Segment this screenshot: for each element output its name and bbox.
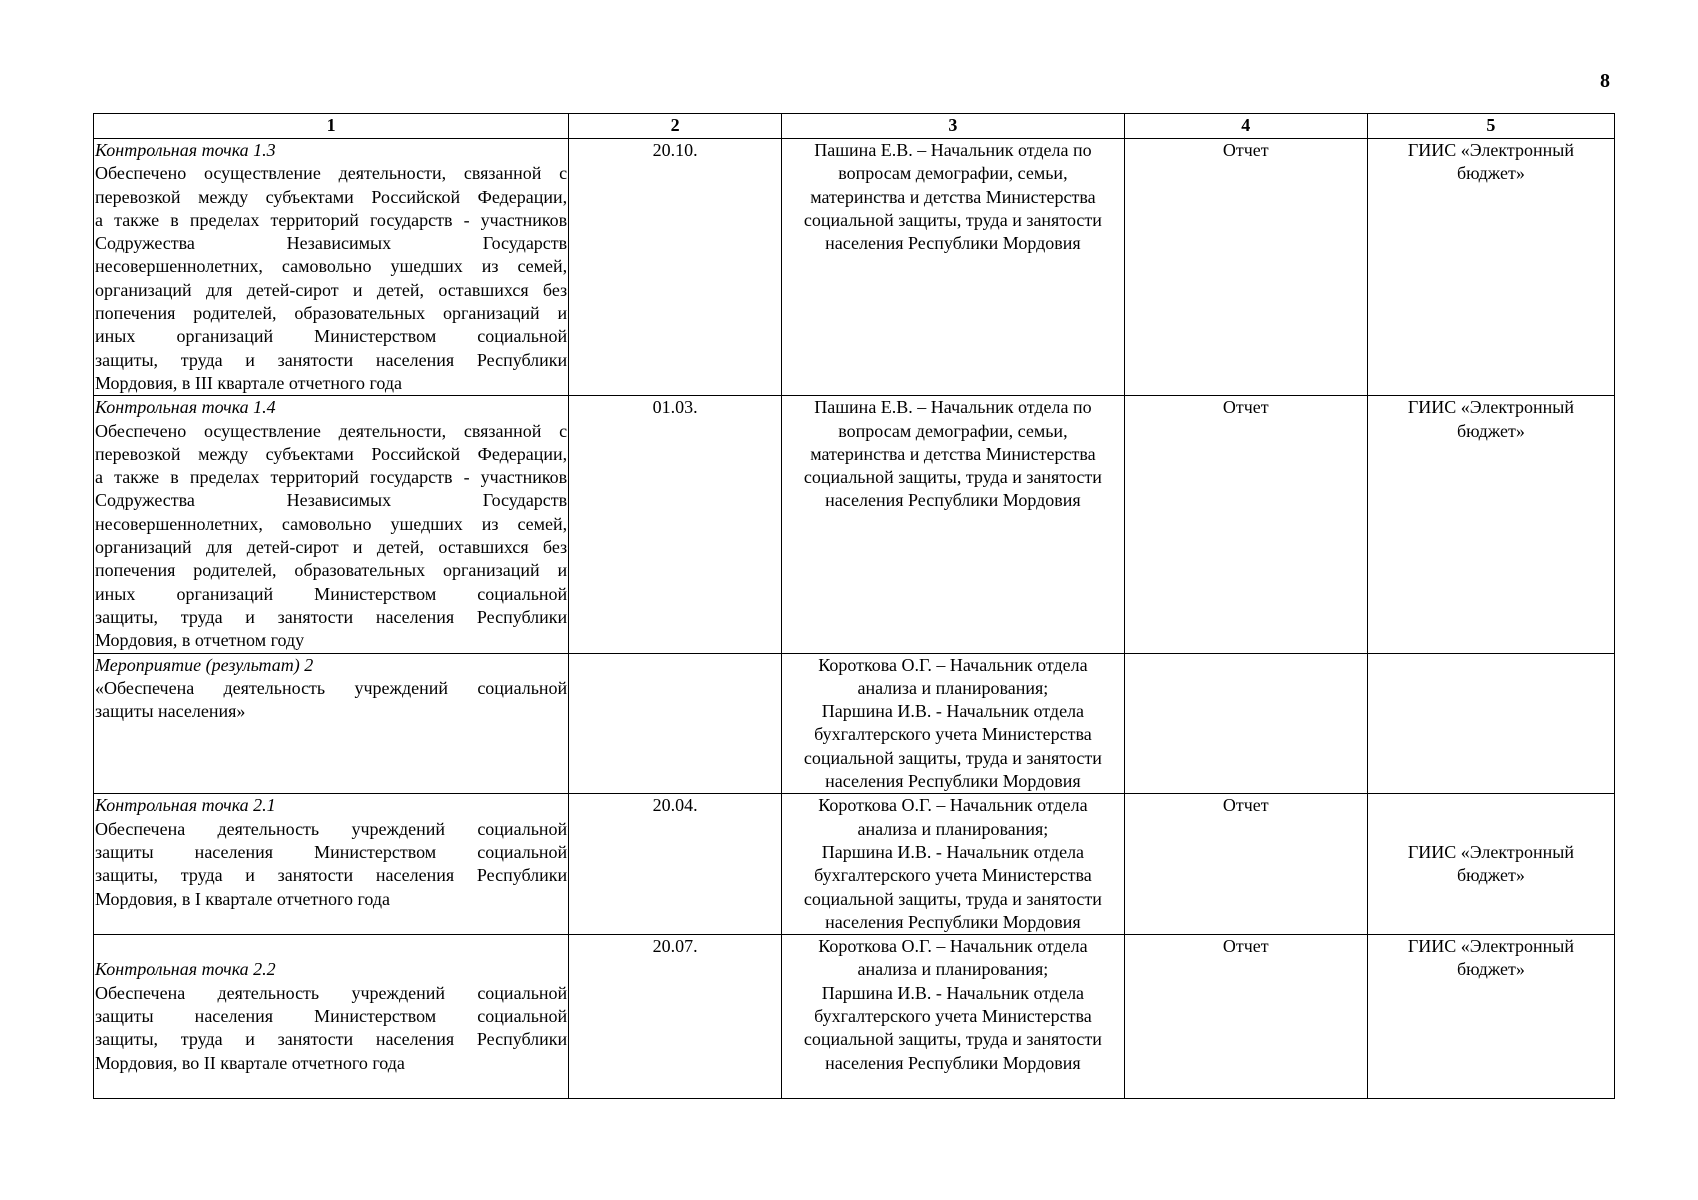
desc-line: защиты, труда и занятости населения Республики <box>95 606 568 627</box>
responsible-line: бухгалтерского учета Министерства <box>814 865 1092 886</box>
desc-line: «Обеспечена деятельность учреждений социальной <box>95 677 568 698</box>
row-result <box>1124 653 1367 794</box>
desc-line: Содружества Независимых Государств <box>95 490 568 511</box>
desc-line: Обеспечена деятельность учреждений социальной <box>95 982 568 1003</box>
desc-line: организаций для детей-сирот и детей, оставшихся без <box>95 279 568 300</box>
row-date: 20.10. <box>569 139 782 396</box>
desc-line: попечения родителей, образовательных организаций и <box>95 303 568 324</box>
responsible-line: Пашина Е.В. – Начальник отдела по <box>814 140 1092 160</box>
responsible-line: Короткова О.Г. – Начальник отдела <box>818 654 1088 675</box>
desc-line: организаций для детей-сирот и детей, оставшихся без <box>95 537 568 558</box>
header-col-4: 4 <box>1124 114 1367 139</box>
responsible-line: бухгалтерского учета Министерства <box>814 1005 1092 1026</box>
responsible-line: населения Республики Мордовия <box>825 233 1081 254</box>
desc-line: несовершеннолетних, самовольно ушедших из семей, <box>95 256 568 277</box>
plan-table <box>93 113 1615 1099</box>
table-row <box>94 139 1615 396</box>
responsible-line: населения Республики Мордовия <box>825 490 1081 511</box>
responsible-line: населения Республики Мордовия <box>825 771 1081 792</box>
desc-line: иных организаций Министерством социальной <box>95 326 568 347</box>
desc-line: Мордовия, во II квартале отчетного года <box>95 1052 405 1073</box>
row-date: 01.03. <box>569 396 782 653</box>
row-system-cell <box>1367 396 1614 653</box>
desc-line: защиты населения» <box>95 701 246 722</box>
row-date <box>569 653 782 794</box>
responsible-line: социальной защиты, труда и занятости <box>803 209 1102 230</box>
system-line: бюджет» <box>1456 420 1525 441</box>
desc-line: несовершеннолетних, самовольно ушедших из семей, <box>95 513 568 534</box>
row-result: Отчет <box>1124 794 1367 935</box>
row-responsible-cell <box>782 794 1125 935</box>
row-description-cell <box>94 139 569 396</box>
desc-line: Обеспечено осуществление деятельности, связанной с <box>95 163 568 184</box>
desc-line: защиты, труда и занятости населения Республики <box>95 865 568 886</box>
row-title: Мероприятие (результат) 2 <box>95 654 314 675</box>
responsible-line: социальной защиты, труда и занятости <box>803 1029 1102 1050</box>
row-responsible-cell <box>782 139 1125 396</box>
desc-line: Мордовия, в III квартале отчетного года <box>95 372 403 393</box>
responsible-line: вопросам демографии, семьи, <box>838 163 1068 184</box>
responsible-line: анализа и планирования; <box>857 677 1049 698</box>
responsible-line: бухгалтерского учета Министерства <box>814 724 1092 745</box>
desc-line: Обеспечена деятельность учреждений социальной <box>95 818 568 839</box>
responsible-line: населения Республики Мордовия <box>825 1052 1081 1073</box>
header-col-5: 5 <box>1367 114 1614 139</box>
responsible-line: социальной защиты, труда и занятости <box>803 888 1102 909</box>
desc-line: а также в пределах территорий государств - участников <box>95 209 568 230</box>
row-result: Отчет <box>1124 396 1367 653</box>
page-number: 8 <box>1600 70 1610 92</box>
desc-line: защиты, труда и занятости населения Республики <box>95 1029 568 1050</box>
row-responsible-cell <box>782 935 1125 1099</box>
desc-line: Мордовия, в отчетном году <box>95 630 305 651</box>
desc-line: перевозкой между субъектами Российской Федерации, <box>95 186 568 207</box>
desc-line: защиты населения Министерством социальной <box>95 1005 568 1026</box>
desc-line: Обеспечено осуществление деятельности, связанной с <box>95 420 568 441</box>
row-system-cell <box>1367 653 1614 794</box>
system-line: ГИИС «Электронный <box>1407 936 1574 957</box>
desc-line: иных организаций Министерством социальной <box>95 583 568 604</box>
table-row <box>94 935 1615 1099</box>
system-line: ГИИС «Электронный <box>1407 140 1574 160</box>
desc-line: попечения родителей, образовательных организаций и <box>95 560 568 581</box>
header-row <box>94 114 1615 139</box>
row-title: Контрольная точка 2.1 <box>95 795 276 816</box>
row-system-cell <box>1367 794 1614 935</box>
system-line: ГИИС «Электронный <box>1407 397 1574 418</box>
responsible-line: вопросам демографии, семьи, <box>838 420 1068 441</box>
row-responsible-cell <box>782 653 1125 794</box>
responsible-line: Пашина Е.В. – Начальник отдела по <box>814 397 1092 418</box>
desc-line: перевозкой между субъектами Российской Федерации, <box>95 443 568 464</box>
system-line: бюджет» <box>1456 865 1525 886</box>
system-line: ГИИС «Электронный <box>1407 841 1574 862</box>
row-responsible-cell <box>782 396 1125 653</box>
responsible-line: социальной защиты, труда и занятости <box>803 467 1102 488</box>
responsible-line: материнства и детства Министерства <box>810 186 1096 207</box>
row-description-cell <box>94 794 569 935</box>
header-col-3: 3 <box>782 114 1125 139</box>
row-description-cell <box>94 653 569 794</box>
header-col-1: 1 <box>94 114 569 139</box>
row-title: Контрольная точка 1.4 <box>95 397 276 418</box>
row-result: Отчет <box>1124 935 1367 1099</box>
desc-line: а также в пределах территорий государств - участников <box>95 467 568 488</box>
header-col-2: 2 <box>569 114 782 139</box>
row-description-cell <box>94 935 569 1099</box>
system-line: бюджет» <box>1456 959 1525 980</box>
row-system-cell <box>1367 139 1614 396</box>
row-title: Контрольная точка 1.3 <box>95 140 276 160</box>
desc-line: Содружества Независимых Государств <box>95 233 568 254</box>
table-row <box>94 653 1615 794</box>
responsible-line: социальной защиты, труда и занятости <box>803 747 1102 768</box>
responsible-line: Паршина И.В. - Начальник отдела <box>821 701 1085 722</box>
system-line: бюджет» <box>1456 163 1525 184</box>
responsible-line: населения Республики Мордовия <box>825 911 1081 932</box>
row-result: Отчет <box>1124 139 1367 396</box>
row-description-cell <box>94 396 569 653</box>
desc-line: Мордовия, в I квартале отчетного года <box>95 888 391 909</box>
row-date: 20.04. <box>569 794 782 935</box>
desc-line: защиты населения Министерством социальной <box>95 841 568 862</box>
row-system-cell <box>1367 935 1614 1099</box>
row-date: 20.07. <box>569 935 782 1099</box>
responsible-line: материнства и детства Министерства <box>810 443 1096 464</box>
desc-line: защиты, труда и занятости населения Республики <box>95 349 568 370</box>
table-row <box>94 396 1615 653</box>
responsible-line: Короткова О.Г. – Начальник отдела <box>818 795 1088 816</box>
responsible-line: Паршина И.В. - Начальник отдела <box>821 982 1085 1003</box>
responsible-line: анализа и планирования; <box>857 818 1049 839</box>
row-title: Контрольная точка 2.2 <box>95 959 276 980</box>
responsible-line: Паршина И.В. - Начальник отдела <box>821 841 1085 862</box>
table-row <box>94 794 1615 935</box>
responsible-line: Короткова О.Г. – Начальник отдела <box>818 936 1088 957</box>
responsible-line: анализа и планирования; <box>857 959 1049 980</box>
